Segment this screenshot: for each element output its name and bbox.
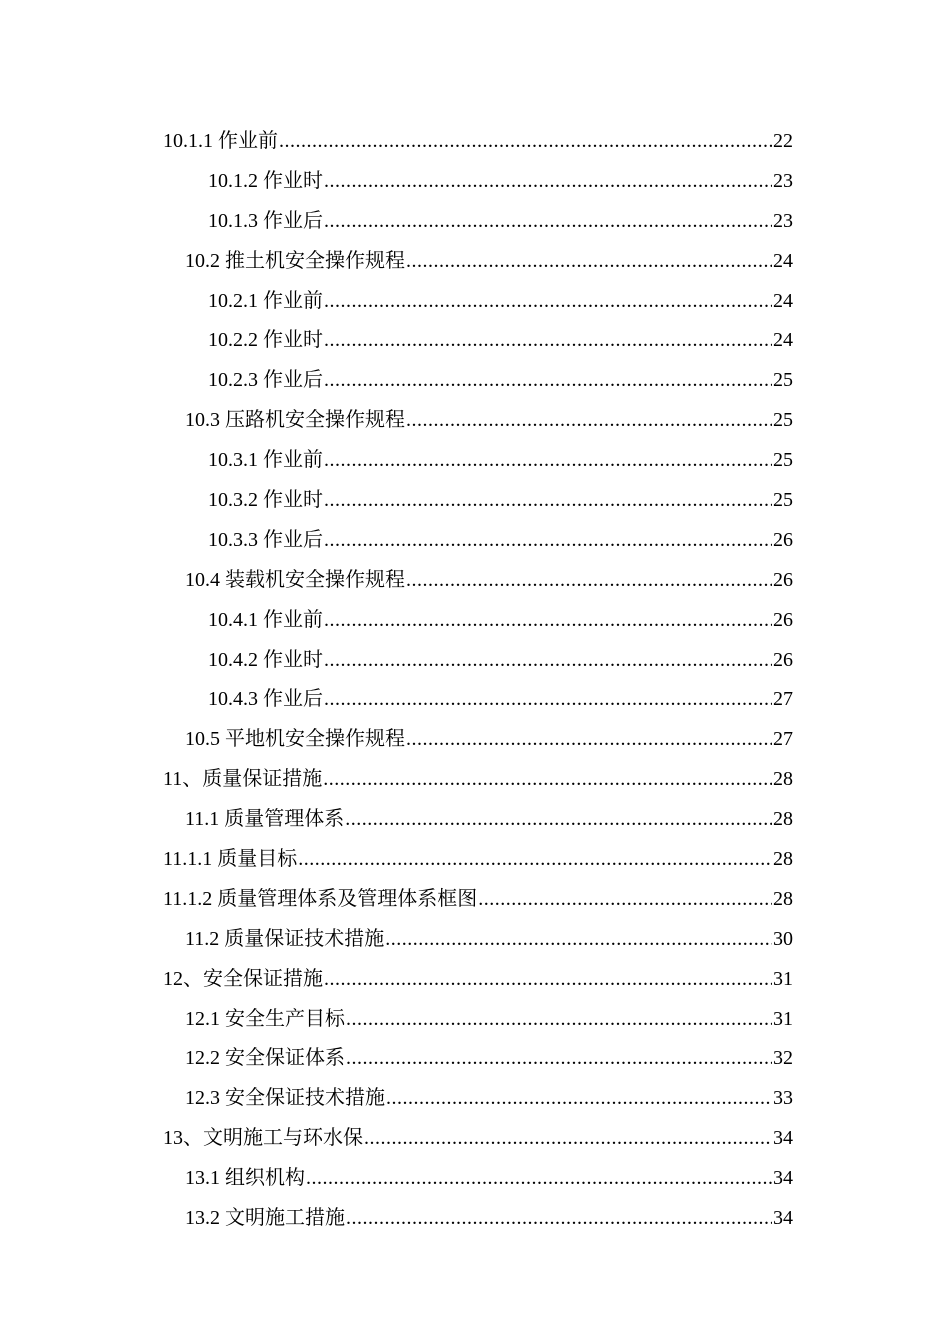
toc-entry-page-number: 25 — [773, 409, 793, 432]
toc-entry-page-number: 31 — [773, 1007, 793, 1030]
toc-entry-title: 13、文明施工与环水保 — [163, 1127, 363, 1150]
toc-entry[interactable] — [163, 840, 793, 880]
toc-entry-page-number: 28 — [773, 848, 793, 871]
toc-dot-leader — [324, 361, 772, 401]
toc-entry-title: 10.4.3 作业后 — [208, 688, 323, 711]
toc-entry-title: 10.3.1 作业前 — [208, 449, 323, 472]
toc-dot-leader — [324, 441, 772, 481]
toc-entry-title: 10.5 平地机安全操作规程 — [185, 728, 405, 751]
toc-entry[interactable] — [163, 561, 793, 601]
toc-entry-title: 11、质量保证措施 — [163, 768, 323, 791]
toc-entry-page-number: 25 — [773, 489, 793, 512]
toc-entry[interactable] — [163, 401, 793, 441]
toc-entry[interactable] — [163, 1159, 793, 1199]
toc-dot-leader — [324, 321, 772, 361]
toc-entry-title: 10.1.2 作业时 — [208, 169, 323, 192]
toc-entry-title: 13.2 文明施工措施 — [185, 1207, 345, 1230]
toc-entry[interactable] — [163, 601, 793, 641]
toc-dot-leader — [364, 1119, 772, 1159]
toc-entry-page-number: 26 — [773, 608, 793, 631]
toc-entry[interactable] — [163, 162, 793, 202]
toc-dot-leader — [406, 242, 772, 282]
toc-entry-page-number: 27 — [773, 728, 793, 751]
toc-entry[interactable] — [163, 920, 793, 960]
toc-dot-leader — [324, 202, 772, 242]
table-of-contents — [163, 122, 793, 1239]
toc-entry-page-number: 30 — [773, 927, 793, 950]
toc-entry-page-number: 24 — [773, 249, 793, 272]
toc-dot-leader — [385, 920, 772, 960]
toc-entry[interactable] — [163, 880, 793, 920]
toc-dot-leader — [298, 840, 772, 880]
toc-entry[interactable] — [163, 641, 793, 681]
toc-dot-leader — [406, 720, 772, 760]
toc-dot-leader — [324, 960, 772, 1000]
toc-entry-title: 10.4 装载机安全操作规程 — [185, 568, 405, 591]
toc-entry-page-number: 33 — [773, 1087, 793, 1110]
toc-entry-page-number: 22 — [773, 130, 793, 152]
toc-entry-title: 13.1 组织机构 — [185, 1167, 305, 1190]
toc-entry[interactable] — [163, 760, 793, 800]
toc-dot-leader — [324, 641, 772, 681]
toc-entry-title: 12、安全保证措施 — [163, 967, 323, 990]
toc-dot-leader — [386, 1079, 772, 1119]
toc-dot-leader — [346, 1199, 772, 1239]
toc-entry-title: 11.2 质量保证技术措施 — [185, 927, 385, 950]
toc-entry[interactable] — [163, 960, 793, 1000]
toc-entry-page-number: 34 — [773, 1167, 793, 1190]
toc-entry-page-number: 28 — [773, 887, 793, 910]
toc-entry-title: 10.1.3 作业后 — [208, 209, 323, 232]
toc-entry-title: 10.4.1 作业前 — [208, 608, 323, 631]
toc-entry-page-number: 25 — [773, 369, 793, 392]
toc-entry-title: 10.3.2 作业时 — [208, 489, 323, 512]
toc-dot-leader — [478, 880, 772, 920]
toc-entry-page-number: 27 — [773, 688, 793, 711]
toc-entry-title: 10.2.1 作业前 — [208, 289, 323, 312]
toc-dot-leader — [346, 1039, 772, 1079]
toc-entry-page-number: 23 — [773, 169, 793, 192]
toc-entry[interactable] — [163, 1119, 793, 1159]
toc-entry-page-number: 26 — [773, 528, 793, 551]
toc-entry[interactable] — [163, 521, 793, 561]
toc-dot-leader — [323, 760, 772, 800]
toc-entry-page-number: 28 — [773, 768, 793, 791]
toc-entry[interactable] — [163, 242, 793, 282]
toc-entry-title: 11.1 质量管理体系 — [185, 808, 345, 831]
toc-entry-page-number: 32 — [773, 1047, 793, 1070]
toc-entry-title: 10.2 推土机安全操作规程 — [185, 249, 405, 272]
toc-entry-title: 12.2 安全保证体系 — [185, 1047, 345, 1070]
toc-dot-leader — [324, 481, 772, 521]
toc-dot-leader — [324, 162, 772, 202]
toc-entry-page-number: 34 — [773, 1127, 793, 1150]
toc-entry[interactable] — [163, 481, 793, 521]
toc-dot-leader — [324, 601, 772, 641]
toc-entry[interactable] — [163, 1079, 793, 1119]
toc-entry-title: 10.3.3 作业后 — [208, 528, 323, 551]
toc-dot-leader — [406, 561, 772, 601]
toc-entry-title: 11.1.1 质量目标 — [163, 848, 298, 871]
toc-entry-page-number: 23 — [773, 209, 793, 232]
toc-entry[interactable] — [163, 680, 793, 720]
toc-entry-page-number: 26 — [773, 648, 793, 671]
toc-entry[interactable] — [163, 1039, 793, 1079]
toc-entry[interactable] — [163, 1199, 793, 1239]
toc-entry-page-number: 34 — [773, 1207, 793, 1230]
toc-entry[interactable] — [163, 1000, 793, 1040]
toc-entry-title: 12.3 安全保证技术措施 — [185, 1087, 385, 1110]
toc-dot-leader — [324, 282, 772, 322]
toc-entry-title: 11.1.2 质量管理体系及管理体系框图 — [163, 887, 478, 910]
toc-entry-page-number: 31 — [773, 967, 793, 990]
toc-entry-page-number: 26 — [773, 568, 793, 591]
toc-dot-leader — [324, 680, 772, 720]
toc-entry[interactable] — [163, 800, 793, 840]
toc-entry-page-number: 24 — [773, 289, 793, 312]
toc-entry-page-number: 28 — [773, 808, 793, 831]
toc-dot-leader — [306, 1159, 772, 1199]
toc-entry-title: 10.1.1 作业前 — [163, 130, 278, 152]
toc-dot-leader — [279, 122, 772, 162]
toc-dot-leader — [346, 1000, 772, 1040]
toc-entry[interactable] — [163, 720, 793, 760]
toc-entry-title: 10.3 压路机安全操作规程 — [185, 409, 405, 432]
toc-dot-leader — [345, 800, 772, 840]
toc-entry[interactable] — [163, 441, 793, 481]
toc-entry[interactable] — [163, 361, 793, 401]
toc-entry-title: 10.2.3 作业后 — [208, 369, 323, 392]
toc-dot-leader — [324, 521, 772, 561]
toc-entry-page-number: 24 — [773, 329, 793, 352]
toc-entry-title: 10.2.2 作业时 — [208, 329, 323, 352]
toc-entry[interactable] — [163, 321, 793, 361]
toc-entry[interactable] — [163, 282, 793, 322]
toc-entry-page-number: 25 — [773, 449, 793, 472]
toc-entry-title: 12.1 安全生产目标 — [185, 1007, 345, 1030]
toc-entry[interactable] — [163, 122, 793, 162]
toc-entry-title: 10.4.2 作业时 — [208, 648, 323, 671]
toc-dot-leader — [406, 401, 772, 441]
toc-entry[interactable] — [163, 202, 793, 242]
